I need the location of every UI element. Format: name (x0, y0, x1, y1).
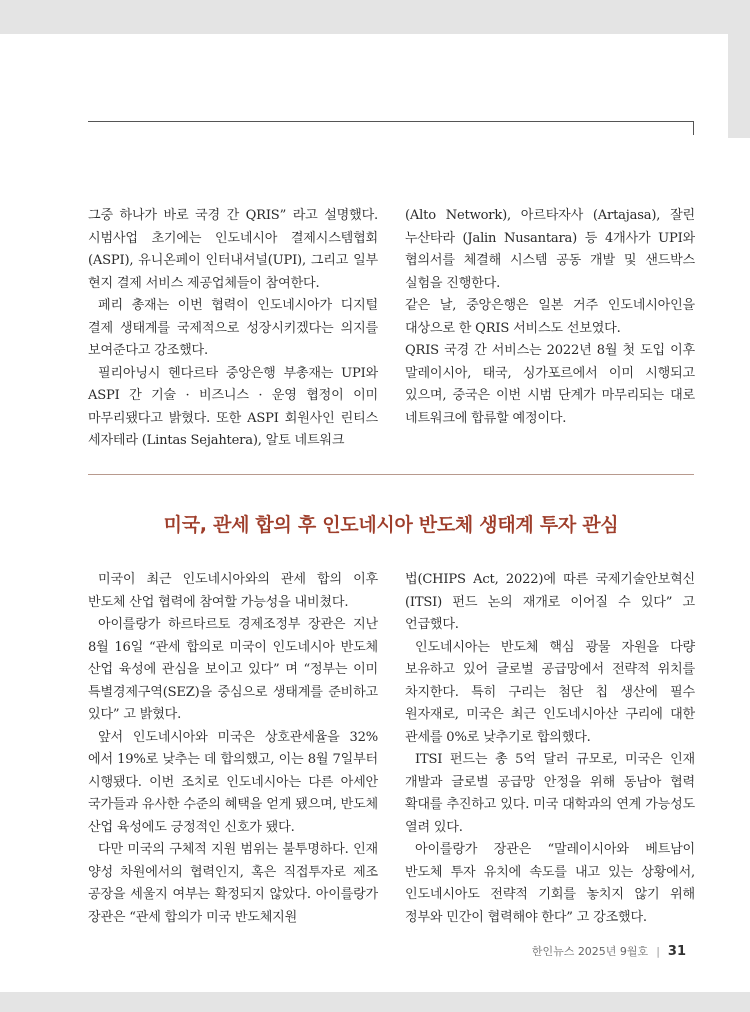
paragraph: 인도네시아는 반도체 핵심 광물 자원을 다량 보유하고 있어 글로벌 공급망에서 전략적 위치를 차지한다. 특히 구리는 첨단 칩 생산에 필수 원자재로, 미국은 최근 인도네시아산 구리에 대한 관세를 0%로 낮추기로 합의했다. (405, 639, 695, 745)
paragraph: 아이를랑가 장관은 “말레이시아와 베트남이 반도체 투자 유치에 속도를 내고 있는 상황에서, 인도네시아도 전략적 기회를 놓치지 않기 위해 정부와 민간이 협력해야 한다” 고 강조했다. (405, 842, 695, 925)
top-margin-band (0, 0, 750, 34)
header-rule-tick (693, 121, 694, 135)
paragraph: 같은 날, 중앙은행은 일본 거주 인도네시아인을 대상으로 한 QRIS 서비스도 선보였다. (405, 298, 695, 336)
page-footer (532, 943, 686, 959)
paragraph: (Alto Network), 아르타자사 (Artajasa), 잘린 누산타라 (Jalin Nusantara) 등 4개사가 UPI와 협의서를 체결해 시스템 공동 개발 및 샌드박스 실험을 진행한다. (405, 208, 695, 291)
article2-column-left (88, 569, 378, 929)
paragraph: 앞서 인도네시아와 미국은 상호관세율을 32%에서 19%로 낮추는 데 합의했고, 이는 8월 7일부터 시행됐다. 이번 조치로 인도네시아는 다른 아세안 국가들과 유사한 수준의 혜택을 얻게 됐으며, 반도체 산업 육성에도 긍정적인 신호가 됐다. (88, 729, 378, 835)
paragraph: 미국이 최근 인도네시아와의 관세 합의 이후 반도체 산업 협력에 참여할 가능성을 내비쳤다. (88, 572, 378, 610)
article-title: 미국, 관세 합의 후 인도네시아 반도체 생태계 투자 관심 (163, 514, 619, 536)
paragraph: 페리 총재는 이번 협력이 인도네시아가 디지털 결제 생태계를 국제적으로 성장시키겠다는 의지를 보여준다고 강조했다. (88, 298, 378, 358)
page-edge-tab (728, 34, 750, 138)
page-number: 31 (667, 943, 686, 959)
publication-name: 한인뉴스 2025년 9월호 (531, 945, 649, 958)
paragraph: 그중 하나가 바로 국경 간 QRIS” 라고 설명했다. 시범사업 초기에는 인도네시아 결제시스템협회(ASPI), 유니온페이 인터내셔널(UPI), 그리고 일부 현지 결제 서비스 제공업체들이 참여한다. (88, 208, 378, 291)
paragraph: 다만 미국의 구체적 지원 범위는 불투명하다. 인재 양성 차원에서의 협력인지, 혹은 직접투자로 제조 공장을 세울지 여부는 확정되지 않았다. 아이를랑가 장관은 “관세 합의가 미국 반도체지원 (88, 842, 378, 925)
bottom-margin-band (0, 992, 750, 1012)
article2-column-right (405, 569, 695, 929)
paragraph: 법(CHIPS Act, 2022)에 따른 국제기술안보혁신(ITSI) 펀드 논의 재개로 이어질 수 있다” 고 언급했다. (405, 572, 695, 632)
footer-separator: | (656, 944, 660, 958)
paragraph: 아이를랑가 하르타르토 경제조정부 장관은 지난 8월 16일 “관세 합의로 미국이 인도네시아 반도체 산업 육성에 관심을 보이고 있다” 며 “정부는 이미 특별경제구역(SEZ)을 중심으로 생태계를 준비하고 있다” 고 밝혔다. (88, 617, 378, 722)
paragraph: 필리아닝시 헨다르타 중앙은행 부총재는 UPI와 ASPI 간 기술 · 비즈니스 · 운영 협정이 이미 마무리됐다고 밝혔다. 또한 ASPI 회원사인 린티스 세자테라 (Lintas Sejahtera), 알토 네트워크 (88, 365, 378, 448)
paragraph: ITSI 펀드는 총 5억 달러 규모로, 미국은 인재 개발과 글로벌 공급망 안정을 위해 동남아 협력 확대를 추진하고 있다. 미국 대학과의 연계 가능성도 열려 있다. (405, 752, 695, 835)
article1-column-left (88, 205, 378, 453)
article1-column-right (405, 205, 695, 430)
header-rule (88, 121, 694, 122)
paragraph: QRIS 국경 간 서비스는 2022년 8월 첫 도입 이후 말레이시아, 태국, 싱가포르에서 이미 시행되고 있으며, 중국은 이번 시범 단계가 마무리되는 대로 네트워크에 합류할 예정이다. (405, 343, 695, 426)
section-divider (88, 474, 694, 475)
